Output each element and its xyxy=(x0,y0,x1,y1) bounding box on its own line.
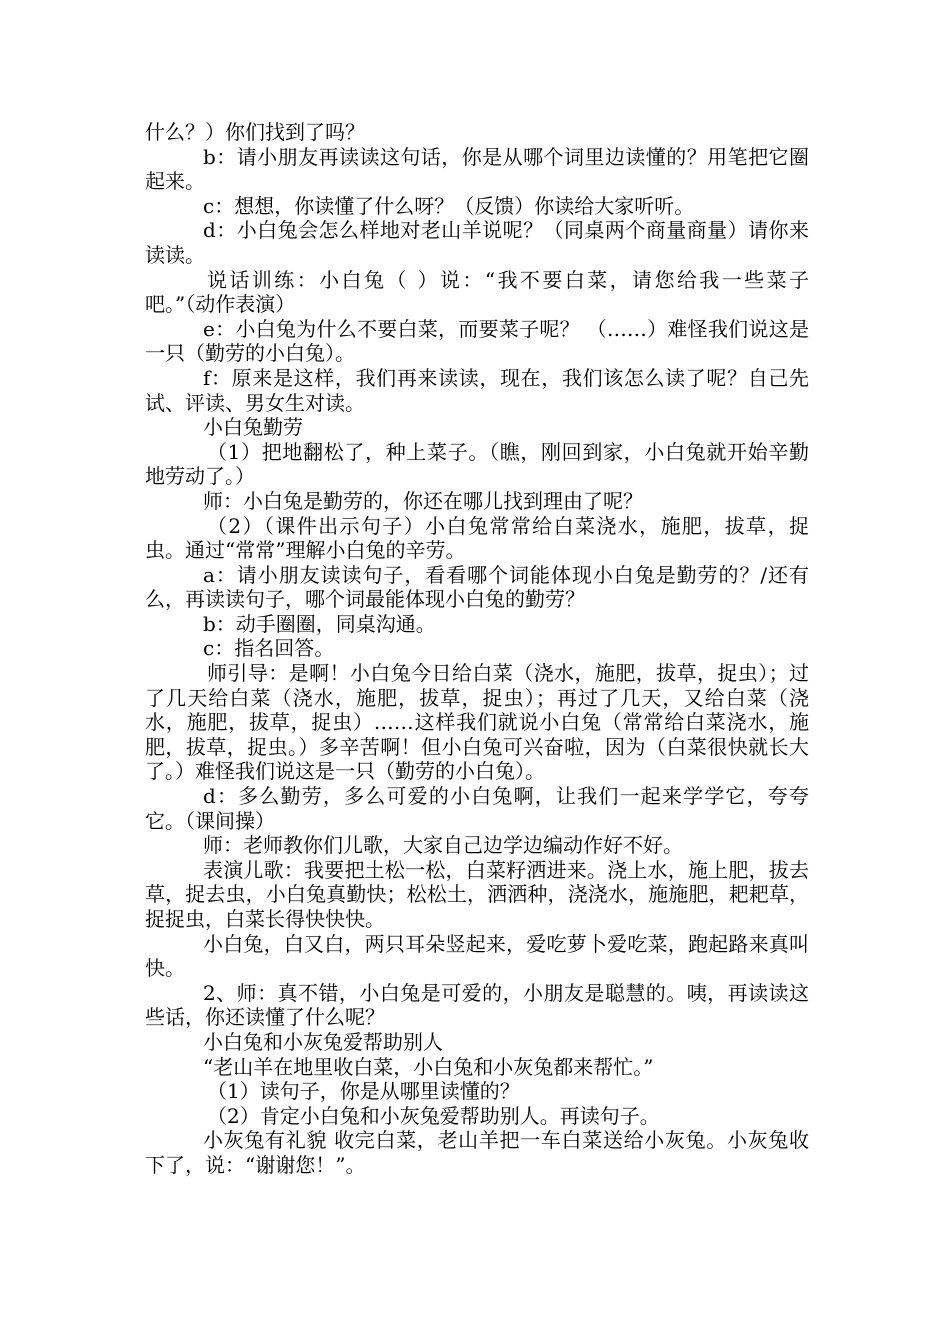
paragraph: （1）读句子，你是从哪里读懂的？ xyxy=(207,1079,520,1104)
paragraph: 师：老师教你们儿歌，大家自己边学边编动作好不好。 xyxy=(203,833,683,858)
paragraph: f：原来是这样，我们再来读读，现在，我们该怎么读了呢？自己先试、评读、男女生对读。 xyxy=(145,365,809,415)
paragraph: 2、师：真不错，小白兔是可爱的，小朋友是聪慧的。咦，再读读这些话，你还读懂了什么呢？ xyxy=(145,980,809,1030)
paragraph: （2）肯定小白兔和小灰兔爱帮助别人。再读句子。 xyxy=(207,1103,660,1128)
paragraph: （2）（课件出示句子）小白兔常常给白菜浇水，施肥，拔草，捉虫。通过“常常”理解小白兔的辛劳。 xyxy=(145,513,809,563)
quote-paragraph: “老山羊在地里收白菜，小白兔和小灰兔都来帮忙。” xyxy=(203,1054,654,1079)
paragraph: 说话训练：小白兔（ ）说：“我不要白菜，请您给我一些菜子吧。”（动作表演） xyxy=(145,267,809,317)
paragraph: e：小白兔为什么不要白菜，而要菜子呢？ （……）难怪我们说这是一只（勤劳的小白兔）。 xyxy=(145,316,809,366)
paragraph: a：请小朋友读读句子，看看哪个词能体现小白兔是勤劳的？/还有么，再读读句子，哪个词最能体现小白兔的勤劳？ xyxy=(145,562,809,612)
paragraph: c：指名回答。 xyxy=(203,636,335,661)
paragraph: 什么？）你们找到了吗？ xyxy=(145,120,365,144)
paragraph: 小白兔，白又白，两只耳朵竖起来，爱吃萝卜爱吃菜，跑起路来真叫快。 xyxy=(145,931,809,981)
paragraph: 表演儿歌：我要把土松一松，白菜籽洒进来。浇上水，施上肥，拔去草，捉去虫，小白兔真勤快；松松土，洒洒种，浇浇水，施施肥，耙耙草，捉捉虫，白菜长得快快快。 xyxy=(145,857,809,931)
section-heading: 小白兔勤劳 xyxy=(203,415,303,440)
paragraph: b：动手圈圈，同桌沟通。 xyxy=(203,611,436,636)
paragraph: c：想想，你读懂了什么呀？（反馈）你读给大家听听。 xyxy=(203,193,695,218)
section-heading: 小白兔和小灰兔爱帮助别人 xyxy=(203,1029,443,1054)
document-page xyxy=(145,120,809,1178)
paragraph: 师引导：是啊！小白兔今日给白菜（浇水，施肥，拔草，捉虫）；过了几天给白菜（浇水，施肥，拔草，捉虫）；再过了几天，又给白菜（浇水，施肥，拔草，捉虫）……这样我们就说小白兔（常常给白菜浇水，施肥，拔草，捉虫。）多辛苦啊！但小白兔可兴奋啦，因为（白菜很快就长大了。）难怪我们说这是一只（勤劳的小白兔）。 xyxy=(145,661,809,784)
paragraph: b：请小朋友再读读这句话，你是从哪个词里边读懂的？用笔把它圈起来。 xyxy=(145,144,809,194)
paragraph: d：小白兔会怎么样地对老山羊说呢？（同桌两个商量商量）请你来读读。 xyxy=(145,218,809,267)
paragraph: d：多么勤劳，多么可爱的小白兔啊，让我们一起来学学它，夸夸它。（课间操） xyxy=(145,784,809,833)
paragraph: （1）把地翻松了，种上菜子。（瞧，刚回到家，小白兔就开始辛勤地劳动了。） xyxy=(145,439,809,489)
paragraph: 小灰兔有礼貌 收完白菜，老山羊把一车白菜送给小灰兔。小灰兔收下了，说：“谢谢您！”。 xyxy=(145,1128,809,1177)
paragraph: 师：小白兔是勤劳的，你还在哪儿找到理由了呢？ xyxy=(203,488,643,513)
